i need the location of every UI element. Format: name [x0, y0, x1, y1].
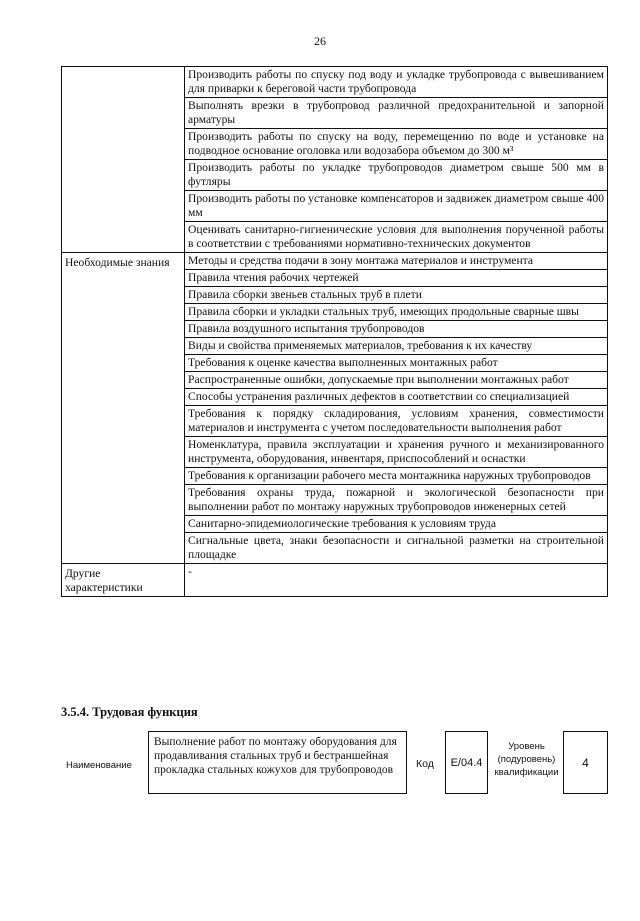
name-label: Наименование: [66, 760, 132, 771]
requirement-item: Производить работы по установке компенсаторов и задвижек диаметром свыше 400 мм: [185, 191, 608, 222]
requirement-item: Требования охраны труда, пожарной и экологической безопасности при выполнении работ по монтажу наружных трубопроводов инженерных сетей: [185, 485, 608, 516]
requirement-item: Оценивать санитарно-гигиенические условия для выполнения порученной работы в соответствии с требованиями нормативно-технических документов: [185, 222, 608, 253]
requirements-table: [61, 66, 608, 597]
section-title: 3.5.4. Трудовая функция: [61, 705, 198, 719]
table-row: [62, 67, 608, 98]
function-name-box: Выполнение работ по монтажу оборудования для продавливания стальных труб и бестраншейная прокладка стальных кожухов для трубопроводов: [148, 731, 407, 794]
table-row: [62, 564, 608, 597]
requirement-item: Производить работы по спуску под воду и укладке трубопровода с вывешиванием для приварки к береговой части трубопровода: [185, 67, 608, 98]
level-label: Уровень (подуровень) квалификации: [494, 741, 559, 778]
requirement-item: Правила чтения рабочих чертежей: [185, 270, 608, 287]
requirement-item: Требования к организации рабочего места монтажника наружных трубопроводов: [185, 468, 608, 485]
requirement-item: Производить работы по укладке трубопроводов диаметром свыше 500 мм в футляры: [185, 160, 608, 191]
code-label: Код: [416, 758, 434, 770]
page-number: 26: [314, 34, 326, 48]
requirement-item: Распространенные ошибки, допускаемые при выполнении монтажных работ: [185, 372, 608, 389]
row-label: [62, 67, 185, 253]
code-value-box: E/04.4: [445, 731, 488, 794]
requirement-item: Выполнять врезки в трубопровод различной предохранительной и запорной арматуры: [185, 98, 608, 129]
requirement-item: Требования к оценке качества выполненных монтажных работ: [185, 355, 608, 372]
requirement-item: Правила воздушного испытания трубопроводов: [185, 321, 608, 338]
requirement-item: Производить работы по спуску на воду, перемещению по воде и установке на подводное основание оголовка или водозабора объемом до 300 м³: [185, 129, 608, 160]
requirement-item: -: [185, 564, 608, 597]
requirement-item: Виды и свойства применяемых материалов, требования к их качеству: [185, 338, 608, 355]
requirement-item: Правила сборки звеньев стальных труб в плети: [185, 287, 608, 304]
table-row: [62, 253, 608, 270]
requirement-item: Способы устранения различных дефектов в соответствии со специализацией: [185, 389, 608, 406]
requirement-item: Правила сборки и укладки стальных труб, имеющих продольные сварные швы: [185, 304, 608, 321]
requirement-item: Номенклатура, правила эксплуатации и хранения ручного и механизированного инструмента, оборудования, инвентаря, приспособлений и оснастки: [185, 437, 608, 468]
requirement-item: Сигнальные цвета, знаки безопасности и сигнальной разметки на строительной площадке: [185, 533, 608, 564]
row-label: Необходимые знания: [62, 253, 185, 564]
requirement-item: Требования к порядку складирования, условиям хранения, совместимости материалов и инструмента с учетом последовательности выполнения работ: [185, 406, 608, 437]
requirement-item: Методы и средства подачи в зону монтажа материалов и инструмента: [185, 253, 608, 270]
level-value-box: 4: [563, 731, 608, 794]
row-label: Другие характеристики: [62, 564, 185, 597]
requirement-item: Санитарно-эпидемиологические требования к условиям труда: [185, 516, 608, 533]
